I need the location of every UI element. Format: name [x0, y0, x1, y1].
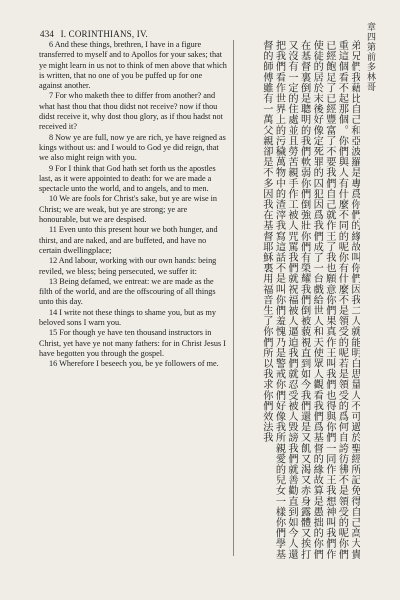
running-title: I. CORINTHIANS, IV.	[60, 29, 148, 39]
verse-16: 16 Wherefore I beseech you, be ye followers of me.	[49, 359, 219, 369]
chinese-text: 弟兄們我藉比自己和亞波羅是專爲你們的緣故叫你們因我二人就能明白思量人不可過於聖經所記免得自己高大貴重這個看不起那個。你們與人有什麼不同的呢你有什麼不是領受的呢若是領受的爲何自誇彷彿不是領受的呢你們已經飽足了已經豐富了不要我們自己就作王了我也願意你們果真作王叫我們也得與你們一同作王我想神叫我們作使徒的居於末後好像定死罪的囚犯因爲我們成了一台戲給世人和天使眾人觀看我們爲基督的緣故算是愚拙的你們在基督裏倒是聰明的我們軟弱你們倒強壯你們有榮耀我們倒被藐視直到如今我們還是又飢又渴又赤身露體又挨打又沒有一定的住處並且勞苦親手作工被人咒罵我們就祝福被人逼迫我們就忍受被人毀謗我們就善勸直到如今人還把我們看作世界上的污穢萬物中的渣滓我寫這話不是叫你們羞愧乃是警戒你們好像我所親愛的兒女一樣你們學基督的師傅雖有一萬父親卻是不多因我在基督耶穌裏用福音生了你們所以我求你們效法我	[260, 40, 360, 560]
verse-7: 7 For who maketh thee to differ from another? and what hast thou that thou didst not receive? now if thou didst receive it, why dost thou glory, as if thou hadst not received it?	[39, 91, 223, 132]
page-header	[40, 29, 152, 39]
column-divider	[233, 40, 234, 556]
verse-9: 9 For I think that God hath set forth us the apostles last, as it were appointed to death: for we are made a spectacle unto the world, and to angels, and to men.	[39, 163, 216, 194]
page-number: 434	[40, 29, 55, 39]
verse-12: 12 And labour, working with our own hands: being reviled, we bless; being persecuted, we suffer it:	[39, 256, 217, 276]
english-column	[39, 40, 227, 370]
verse-14: 14 I write not these things to shame you, but as my beloved sons I warn you.	[39, 307, 216, 328]
chinese-running-title: 章四第前多林哥	[366, 22, 376, 92]
chinese-column	[240, 40, 360, 560]
verse-6: 6 And these things, brethren, I have in a figure transferred to myself and to Apollos for your sakes; that ye might learn in us not to think of men above that which is written, that no one of you be puffed up for one against another.	[39, 40, 227, 91]
verse-15: 15 For though ye have ten thousand instructors in Christ, yet have ye not many fathers: for in Christ Jesus I have begotten you through the gospel.	[39, 328, 226, 358]
verse-10: 10 We are fools for Christ's sake, but ye are wise in Christ; we are weak, but ye are strong; ye are honourable, but we are despised.	[39, 194, 218, 225]
verse-13: 13 Being defamed, we entreat: we are made as the filth of the world, and are the offscouring of all things unto this day.	[39, 276, 216, 307]
verse-11: 11 Even unto this present hour we both hunger, and thirst, and are naked, and are buffeted, and have no certain dwellingplace;	[39, 225, 218, 255]
verse-8: 8 Now ye are full, now ye are rich, ye have reigned as kings without us: and I would to God ye did reign, that we also might reign with you.	[39, 132, 226, 163]
